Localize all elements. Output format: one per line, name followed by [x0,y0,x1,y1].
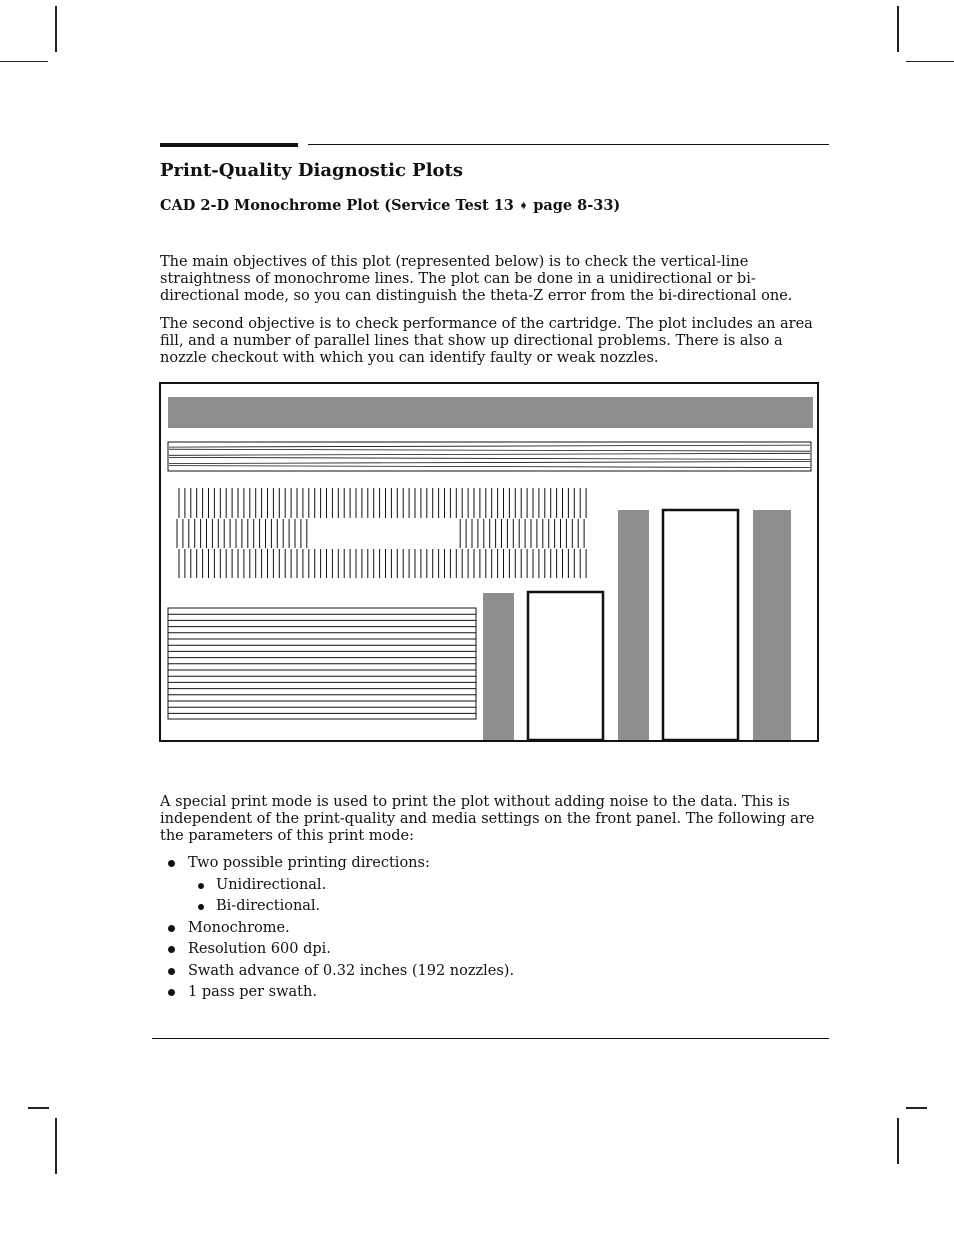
paragraph-objectives: The main objectives of this plot (represented below) is to check the vertical-line straightness of monochrome lines. The plot can be done in a unidirectional or bi-directional mode, so you can distinguish the theta-Z error from the bi-directional one. [160,254,793,304]
list-item [160,918,514,940]
list-item-text: Two possible printing directions: [188,855,430,871]
subtitle-suffix: page 8-33) [528,197,621,214]
nozzle-outline-box [528,592,603,740]
bullet-dot-icon [168,860,175,867]
list-item-text: 1 pass per swath. [188,984,317,1000]
horizontal-test-line [169,462,810,464]
nozzle-fill-bar [483,593,514,740]
subtitle-prefix: CAD 2-D Monochrome Plot (Service Test 13 [160,197,519,214]
list-item [160,961,514,983]
bullet-dot-icon [198,904,204,910]
horizontal-test-line [169,453,810,455]
horizontal-test-line [169,457,810,459]
print-mode-parameters-list [160,853,514,1004]
section-subtitle [160,197,620,214]
crop-mark-bottom-right-vertical [897,1118,899,1164]
list-item-text: Monochrome. [188,919,290,936]
crop-mark-top-left-horizontal [0,61,48,62]
list-item [160,982,514,1004]
bullet-dot-icon [168,946,175,953]
bullet-dot-icon [168,989,175,996]
diagnostic-plot-figure [159,382,819,742]
bullet-dot-icon [168,968,175,975]
list-item-text: Unidirectional. [216,876,327,893]
list-item-text: Resolution 600 dpi. [188,941,331,957]
crop-mark-bottom-right-horizontal [906,1107,927,1109]
bullet-dot-icon [168,925,175,932]
paragraph-cartridge: The second objective is to check performance of the cartridge. The plot includes an area fill, and a number of parallel lines that show up directional problems. There is also a nozzle checkout with which you can identify faulty or weak nozzles. [160,316,813,366]
list-item-text: Bi-directional. [216,898,321,914]
section-title: Print-Quality Diagnostic Plots [160,160,464,181]
crop-mark-top-right-vertical [897,6,899,52]
crop-mark-top-left-vertical [55,6,57,52]
crop-mark-bottom-left-vertical [55,1118,57,1174]
arrow-icon: ➧ [518,199,529,212]
list-item [160,896,514,918]
list-item [160,939,514,961]
footer-rule [152,1038,829,1039]
nozzle-fill-bar [753,510,791,740]
list-item [160,853,514,875]
list-item-text: Swath advance of 0.32 inches (192 nozzles). [188,962,515,979]
crop-mark-bottom-left-horizontal [28,1107,49,1109]
list-item [160,875,514,897]
paragraph-print-mode: A special print mode is used to print the plot without adding noise to the data. This is independent of the print-quality and media settings on the front panel. The following are the parameters of this print mode: [160,794,815,844]
bullet-dot-icon [198,883,204,889]
horizontal-test-line [169,449,810,451]
nozzle-fill-bar [618,510,649,740]
section-rule-thin [308,144,829,145]
area-fill-band [168,397,813,428]
crop-mark-top-right-horizontal [906,61,954,62]
horizontal-test-line [169,466,810,468]
horizontal-test-line [169,445,810,447]
nozzle-outline-box [663,510,738,740]
section-rule-thick [160,143,298,147]
plot-drawing [161,384,817,740]
